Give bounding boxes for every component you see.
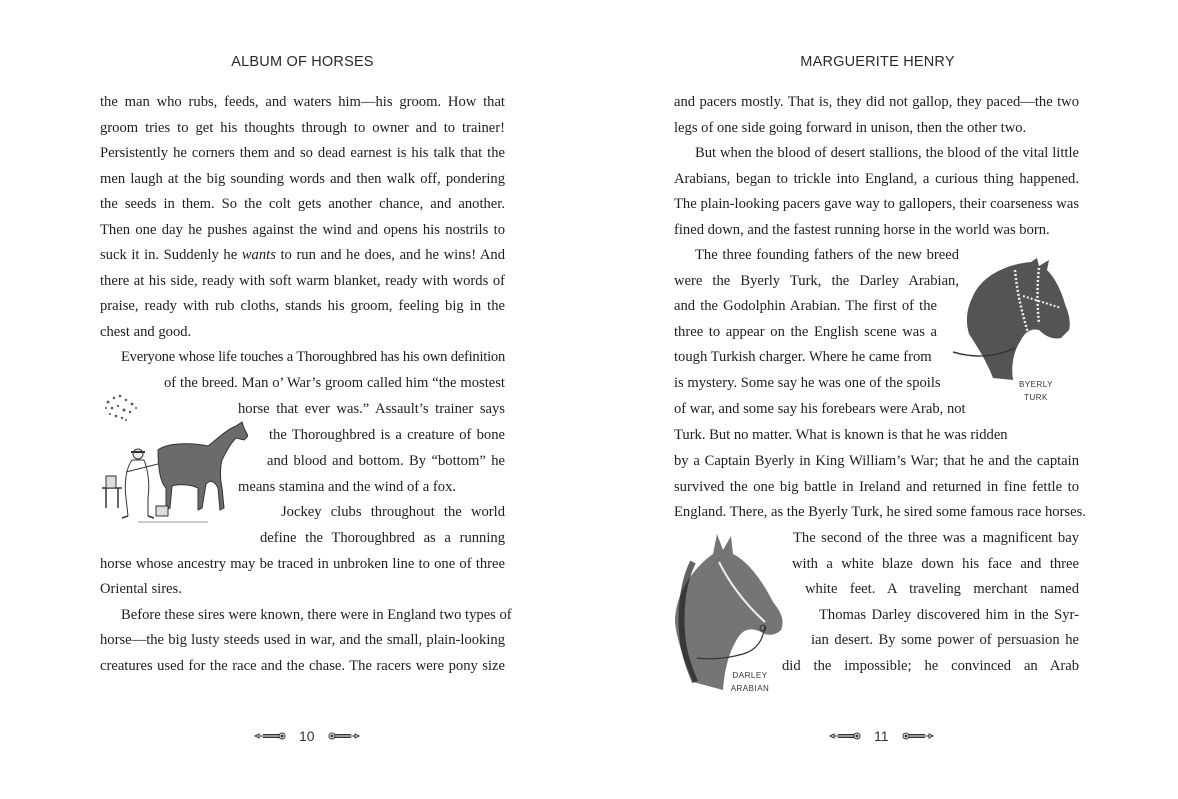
text-line: of the breed. Man o’ War’s groom called him “the mostest <box>164 375 505 391</box>
text-line: with a white blaze down his face and three <box>792 556 1079 572</box>
text-line: were the Byerly Turk, the Darley Arabian, <box>674 273 959 289</box>
text-line: tough Turkish charger. Where he came from <box>674 349 932 365</box>
text-line: did the impossible; he convinced an Arab <box>782 658 1079 674</box>
right-page <box>589 0 1178 799</box>
text-line: white feet. A traveling merchant named <box>805 581 1079 597</box>
text-line: Oriental sires. <box>100 581 182 597</box>
right-flourish-icon <box>901 730 935 742</box>
text-line: Everyone whose life touches a Thoroughbred has his own definition <box>121 349 505 365</box>
text-line: Jockey clubs throughout the world <box>281 504 505 520</box>
text-line: define the Thoroughbred as a running <box>260 530 505 546</box>
text-line: three to appear on the English scene was a <box>674 324 937 340</box>
text-span: suck it in. Suddenly he <box>100 247 242 263</box>
text-line: men laugh at the big sounding words and then walk off, pondering <box>100 171 505 187</box>
caption-line: TURK <box>1024 393 1048 402</box>
text-line: Then one day he pushes against the wind and opens his nostrils to <box>100 222 505 238</box>
text-line: the Thoroughbred is a creature of bone <box>269 427 505 443</box>
text-line: England. There, as the Byerly Turk, he sired some famous race horses. <box>674 504 1086 520</box>
text-line: the seeds in them. So the colt gets another chance, and another. <box>100 196 505 212</box>
text-line: The plain-looking pacers gave way to gallopers, their coarseness was <box>674 196 1079 212</box>
text-line: But when the blood of desert stallions, the blood of the vital little <box>695 145 1079 161</box>
right-flourish-icon <box>327 730 361 742</box>
text-line: praise, ready with rub cloths, stands his groom, feeling big in the <box>100 298 505 314</box>
running-head-left: ALBUM OF HORSES <box>231 54 374 70</box>
text-line: chest and good. <box>100 324 192 340</box>
text-line: Persistently he corners them and so dead earnest is his talk that the <box>100 145 505 161</box>
page-number: 11 <box>874 728 889 744</box>
text-line: is mystery. Some say he was one of the spoils <box>674 375 941 391</box>
text-line: Turk. But no matter. What is known is that he was ridden <box>674 427 1008 443</box>
text-line: Thomas Darley discovered him in the Syr- <box>819 607 1079 623</box>
text-line: and the Godolphin Arabian. The first of the <box>674 298 937 314</box>
byerly-turk-caption <box>1008 378 1064 404</box>
text-line: of war, and some say his forebears were Arab, not <box>674 401 966 417</box>
text-line: horse that ever was.” Assault’s trainer says <box>238 401 505 417</box>
text-span: to run and he does, and he wins! And <box>275 247 505 263</box>
text-line: creatures used for the race and the chase. The racers were pony size <box>100 658 505 674</box>
text-line: means stamina and the wind of a fox. <box>238 479 457 495</box>
caption-line: BYERLY <box>1019 380 1053 389</box>
text-line: the man who rubs, feeds, and waters him—his groom. How that <box>100 94 505 110</box>
italic-word: wants <box>241 247 276 263</box>
text-line: Arabians, began to trickle into England, a curious thing happened. <box>674 171 1079 187</box>
text-line: and blood and bottom. By “bottom” he <box>267 453 505 469</box>
caption-line: DARLEY <box>732 671 768 680</box>
left-flourish-icon <box>253 730 287 742</box>
text-line: groom tries to get his thoughts through to owner and to trainer! <box>100 120 505 136</box>
text-line: there at his side, ready with soft warm blanket, ready with words of <box>100 273 505 289</box>
page-number: 10 <box>299 728 315 744</box>
text-line: horse—the big lusty steeds used in war, and the small, plain-looking <box>100 632 505 648</box>
caption-line: ARABIAN <box>730 684 770 693</box>
darley-arabian-caption <box>722 669 778 695</box>
text-line: ian desert. By some power of persuasion he <box>811 632 1079 648</box>
text-line: fined down, and the fastest running horse in the world was born. <box>674 222 1050 238</box>
left-flourish-icon <box>828 730 862 742</box>
text-line: by a Captain Byerly in King William’s War; that he and the captain <box>674 453 1079 469</box>
text-line: The second of the three was a magnificent bay <box>793 530 1079 546</box>
darley-arabian-horse-head-icon <box>673 532 785 692</box>
running-head-right: MARGUERITE HENRY <box>800 54 955 70</box>
text-line: and pacers mostly. That is, they did not gallop, they paced—the two <box>674 94 1079 110</box>
text-line: The three founding fathers of the new breed <box>695 247 959 263</box>
groom-washing-horse-icon <box>98 388 248 528</box>
page-number-right <box>828 728 935 744</box>
text-line <box>100 243 505 268</box>
text-line: legs of one side going forward in unison, then the other two. <box>674 120 1027 136</box>
text-line: horse whose ancestry may be traced in unbroken line to one of three <box>100 556 505 572</box>
byerly-turk-horse-head-icon <box>953 256 1083 381</box>
page-number-left <box>253 728 361 744</box>
text-line: survived the one big battle in Ireland and returned in fine fettle to <box>674 479 1079 495</box>
text-line: Before these sires were known, there were in England two types of <box>121 607 512 623</box>
